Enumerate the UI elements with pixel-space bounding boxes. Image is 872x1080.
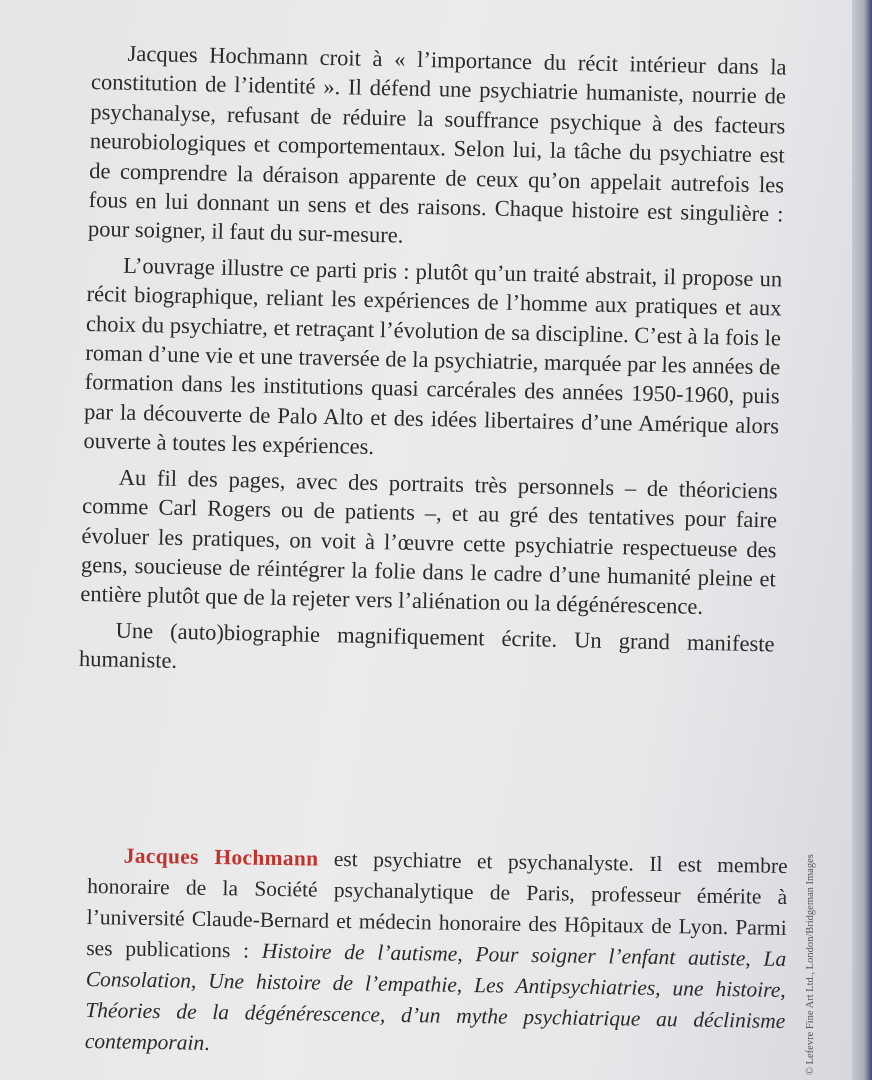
publication-title: La Consolation	[85, 946, 787, 993]
publication-separator: ,	[457, 941, 476, 967]
author-bio-paragraph	[85, 840, 788, 1068]
blurb	[79, 38, 787, 694]
publication-title: Les Antipsychiatries, une histoire	[473, 973, 781, 1002]
publication-separator: ,	[190, 968, 209, 993]
publication-separator: ,	[456, 972, 475, 998]
publication-title: Théories de la dégénérescence, d’un mythe psychiatrique au déclinisme contemporain	[84, 997, 786, 1055]
publication-title: Une histoire de l’empathie	[208, 968, 458, 997]
publication-separator: .	[204, 1030, 210, 1055]
publication-separator: ,	[780, 977, 786, 1002]
blurb-paragraph-3: Au fil des pages, avec des portraits très personnels – de théoriciens comme Carl Rogers ou de patients –, et au gré des tentatives pour faire évoluer les pratiques, on voit à l’œuvre cette psychiatrie respectueuse des gens, soucieuse de réintégrer la folie dans le cadre d’une humanité pleine et entière plutôt que de la rejeter vers l’aliénation ou la dégénérescence.	[80, 464, 778, 620]
publication-title: Histoire de l’autisme	[261, 938, 458, 966]
blurb-paragraph-1: Jacques Hochmann croit à « l’importance du récit intérieur dans la constitution de l’identité ». Il défend une psychiatrie humaniste, nourrie de psychanalyse, refusant de réduire la souffrance psychique à des facteurs neurobiologiques et comportementaux. Selon lui, la tâche du psychiatre est de comprendre la déraison apparente de ceux qu’on appelait autrefois les fous en lui donnant un sens et des raisons. Chaque histoire est singulière : pour soigner, il faut du sur-mesure.	[87, 40, 787, 248]
book-edge	[852, 0, 872, 1080]
publication-title: Pour soigner l’enfant autiste	[475, 942, 746, 971]
author-bio	[85, 840, 788, 1068]
blurb-paragraph-4: Une (auto)biographie magnifiquement écrite. Un grand manifeste humaniste.	[78, 617, 775, 674]
author-bio-text: est psychiatre et psychanalyste. Il est membre honoraire de la Société psychanalytique de Paris, professeur émérite à l’université Claude-Bernard et médecin honoraire des Hôpitaux de Lyon. Parmi ses publications :	[86, 846, 788, 963]
publication-separator: ,	[745, 946, 764, 971]
author-name: Jacques Hochmann	[123, 843, 319, 871]
image-credit: © Lefevre Fine Art Ltd., London/Bridgeman Images	[805, 854, 816, 1075]
blurb-paragraph-2: L’ouvrage illustre ce parti pris : plutôt qu’un traité abstrait, il propose un récit biographique, reliant les expériences de l’homme aux pratiques et aux choix du psychiatre, et retraçant l’évolution de sa discipline. C’est à la fois le roman d’une vie et une traversée de la psychiatrie, marquée par les années de formation dans les institutions quasi carcérales des années 1950-1960, puis par la découverte de Palo Alto et des idées libertaires d’une Amérique alors ouverte à toutes les expériences.	[83, 252, 783, 460]
